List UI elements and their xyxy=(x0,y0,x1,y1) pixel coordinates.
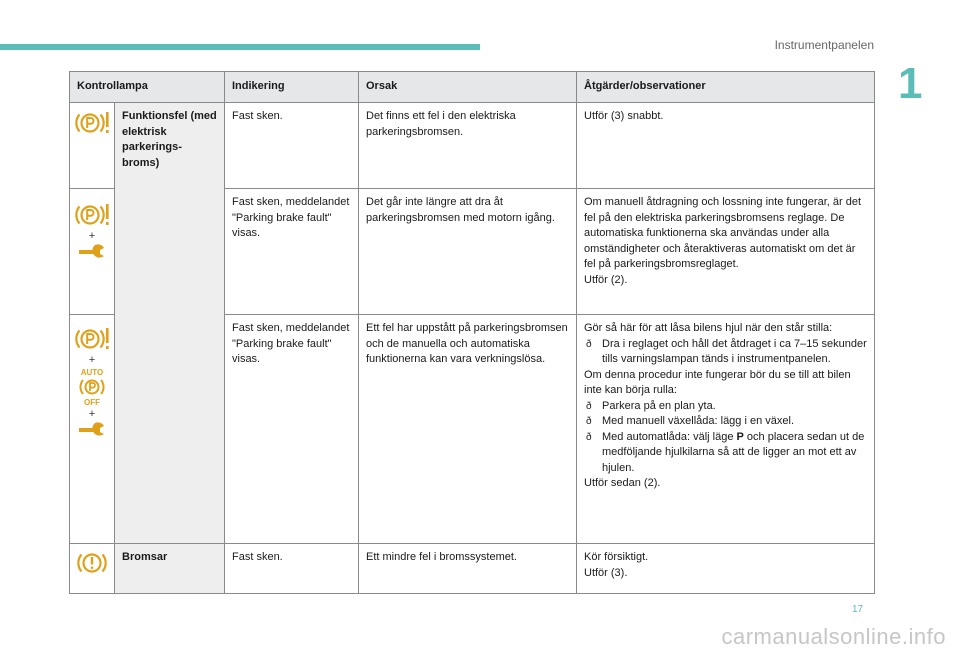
step-text: Med automatlåda: välj läge xyxy=(602,430,737,443)
lamp-icon-cell xyxy=(70,544,115,594)
action-end-text: Utför (2). xyxy=(584,273,628,286)
wrench-icon xyxy=(77,243,107,261)
parking-brake-fault-icon xyxy=(73,109,111,137)
page-number: 17 xyxy=(852,604,864,615)
table-header-row xyxy=(70,72,875,103)
cause-cell: Ett fel har uppstått på parkeringsbromsen och de manuella och automatiska funktionerna kan vara verkningslösa. xyxy=(359,315,577,544)
off-label: OFF xyxy=(84,398,100,407)
wrench-icon xyxy=(77,421,107,439)
action-steps xyxy=(584,399,867,477)
list-item: ð Med manuell växellåda: lägg i en växel. xyxy=(584,414,867,430)
action-steps xyxy=(584,337,867,368)
brake-warning-icon xyxy=(76,550,108,576)
action-intro-text: Gör så här för att låsa bilens hjul när den står stilla: xyxy=(584,322,833,334)
list-item xyxy=(584,430,867,477)
action-cell xyxy=(577,189,875,315)
parking-brake-fault-icon xyxy=(73,325,111,353)
action-text: Kör försiktigt. xyxy=(584,551,649,563)
action-cell: Utför (3) snabbt. xyxy=(577,103,875,189)
cause-cell: Det finns ett fel i den elektriska parkeringsbromsen. xyxy=(359,103,577,189)
action-cell xyxy=(577,315,875,544)
action-text: Utför (3). xyxy=(584,566,628,579)
action-mid-text: Om denna procedur inte fungerar bör du se till att bilen inte kan börja rulla: xyxy=(584,368,851,396)
parking-brake-fault-icon xyxy=(73,201,111,229)
list-item: ð Parkera på en plan yta. xyxy=(584,399,867,415)
action-cell xyxy=(577,544,875,594)
lamp-icon-cell xyxy=(70,189,115,315)
watermark: carmanualsonline.info xyxy=(721,624,946,649)
column-header-cause: Orsak xyxy=(359,72,577,103)
warning-lamp-table xyxy=(69,71,875,594)
lamp-icon-cell xyxy=(70,315,115,544)
cause-cell: Ett mindre fel i bromssystemet. xyxy=(359,544,577,594)
plus-sign: + xyxy=(88,408,96,420)
column-header-lamp: Kontrollampa xyxy=(70,72,225,103)
indication-cell: Fast sken, meddelandet "Parking brake fault" visas. xyxy=(225,315,359,544)
plus-sign: + xyxy=(88,354,96,366)
table-row xyxy=(70,544,875,594)
lamp-name-brakes: Bromsar xyxy=(115,544,225,594)
indication-cell: Fast sken. xyxy=(225,103,359,189)
top-accent-bar xyxy=(0,44,480,50)
indication-cell: Fast sken. xyxy=(225,544,359,594)
indication-cell: Fast sken, meddelandet "Parking brake fault" visas. xyxy=(225,189,359,315)
cause-cell: Det går inte längre att dra åt parkeringsbromsen med motorn igång. xyxy=(359,189,577,315)
table-row xyxy=(70,103,875,189)
section-title: Instrumentpanelen xyxy=(774,38,874,52)
action-text: Om manuell åtdragning och lossning inte fungerar, är det fel på den elektriska parkeringsbromsens reglage. De automatiska funktionerna ska användas under alla omständigheter och återaktiveras automatiskt om det är fel på parkeringsbromsreglaget. xyxy=(584,196,861,270)
gear-position-p: P xyxy=(736,430,744,443)
action-end-text: Utför sedan (2). xyxy=(584,477,661,489)
lamp-icon-cell xyxy=(70,103,115,189)
column-header-action: Åtgärder/observationer xyxy=(577,72,875,103)
plus-sign: + xyxy=(88,230,96,242)
list-item: ð Dra i reglaget och håll det åtdraget i ca 7–15 sekunder tills varningslampan tänds i instrumentpanelen. xyxy=(584,337,867,368)
lamp-name-parking-brake: Funktionsfel (med elektrisk parkerings-broms) xyxy=(115,103,225,544)
column-header-indication: Indikering xyxy=(225,72,359,103)
chapter-number: 1 xyxy=(898,59,923,108)
step-text: och placera sedan ut de medföljande hjulkilarna så att de ligger an mot ett av hjulen. xyxy=(602,430,865,474)
auto-label: AUTO xyxy=(80,368,104,377)
auto-parking-off-icon xyxy=(76,367,108,407)
